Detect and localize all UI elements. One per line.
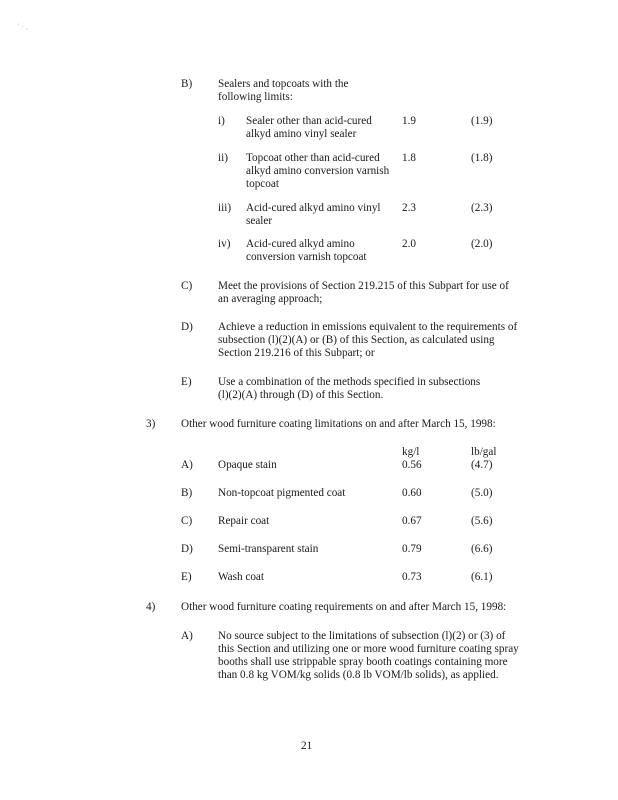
row-name: Wash coat [218,571,265,583]
row-name: Semi-transparent stain [218,543,319,555]
section-c-line2: an averaging approach; [218,293,323,305]
item-kg-value: 1.9 [402,115,416,127]
section-c-line1: Meet the provisions of Section 219.215 of this Subpart for use of [218,280,509,292]
item-kg-value: 2.0 [402,238,416,250]
row-label: E) [181,571,192,583]
section-d-line2: subsection (l)(2)(A) or (B) of this Section, as calculated using [218,334,495,346]
unit-lb-header: lb/gal [471,446,497,458]
section-b-label: B) [181,78,193,90]
row-lb: (5.0) [471,487,493,499]
item-lb-value: (2.0) [471,238,493,250]
section-e-line2: (l)(2)(A) through (D) of this Section. [218,389,384,401]
page-number: 21 [301,740,313,752]
section-d-label: D) [181,321,193,333]
item-lb-value: (1.9) [471,115,493,127]
row-name: Opaque stain [218,459,277,471]
item-label: ii) [218,152,228,164]
scan-speck: ' · , [18,22,29,31]
item-label: iv) [218,238,231,250]
section-b-text-line1: Sealers and topcoats with the [218,78,349,90]
section-b-text-line2: following limits: [218,91,293,103]
section-4-label: 4) [146,601,156,613]
item-kg-value: 2.3 [402,202,416,214]
item-desc-line1: Acid-cured alkyd amino vinyl [246,202,381,214]
row-label: B) [181,487,193,499]
item-desc-line2: alkyd amino conversion varnish [246,165,390,177]
item-lb-value: (1.8) [471,152,493,164]
section-4a-line3: booths shall use strippable spray booth coatings containing more [218,656,508,668]
row-label: D) [181,543,193,555]
item-desc-line1: Sealer other than acid-cured [246,115,372,127]
unit-kg-header: kg/l [402,446,420,458]
item-desc-line2: sealer [246,215,273,227]
section-4a-label: A) [181,630,193,642]
row-lb: (6.6) [471,543,493,555]
section-e-line1: Use a combination of the methods specified in subsections [218,376,481,388]
row-kg: 0.56 [402,459,422,471]
row-name: Repair coat [218,515,270,527]
row-kg: 0.67 [402,515,422,527]
section-e-label: E) [181,376,192,388]
section-c-label: C) [181,280,193,292]
row-label: C) [181,515,193,527]
item-label: iii) [218,202,232,214]
row-lb: (5.6) [471,515,493,527]
item-kg-value: 1.8 [402,152,416,164]
item-desc-line2: conversion varnish topcoat [246,251,367,263]
section-3-text: Other wood furniture coating limitations on and after March 15, 1998: [181,418,496,430]
row-lb: (6.1) [471,571,493,583]
row-kg: 0.73 [402,571,422,583]
row-kg: 0.60 [402,487,422,499]
section-4a-line2: this Section and utilizing one or more wood furniture coating spray [218,643,519,655]
row-kg: 0.79 [402,543,422,555]
row-label: A) [181,459,193,471]
row-lb: (4.7) [471,459,493,471]
section-4a-line4: than 0.8 kg VOM/kg solids (0.8 lb VOM/lb solids), as applied. [218,669,499,681]
item-lb-value: (2.3) [471,202,493,214]
section-d-line3: Section 219.216 of this Subpart; or [218,347,375,359]
item-desc-line2: alkyd amino vinyl sealer [246,128,357,140]
item-desc-line1: Acid-cured alkyd amino [246,238,355,250]
item-label: i) [218,115,225,127]
row-name: Non-topcoat pigmented coat [218,487,346,499]
section-4-text: Other wood furniture coating requirements on and after March 15, 1998: [181,601,507,613]
section-4a-line1: No source subject to the limitations of subsection (l)(2) or (3) of [218,630,506,642]
section-d-line1: Achieve a reduction in emissions equivalent to the requirements of [218,321,518,333]
section-3-label: 3) [146,418,156,430]
item-desc-line3: topcoat [246,178,279,190]
item-desc-line1: Topcoat other than acid-cured [246,152,380,164]
